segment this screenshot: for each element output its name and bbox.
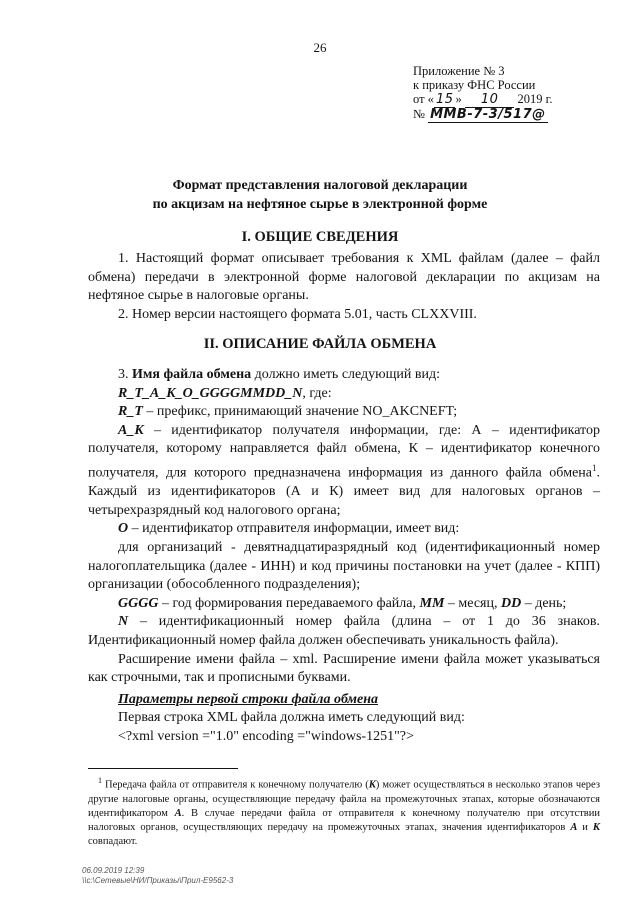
date-month: 10 xyxy=(465,92,515,108)
title-line-1: Формат представления налоговой декларации xyxy=(172,178,468,193)
dd-term: DD xyxy=(500,595,522,611)
number-value: ММВ-7-3/517@ xyxy=(430,107,546,122)
rt-term: R_T xyxy=(118,404,143,420)
params-heading-text: Параметры первой строки файла обмена xyxy=(118,691,378,707)
appendix-line-2: к приказу ФНС России xyxy=(413,78,536,92)
o-text: – идентификатор отправителя информации, имеет вид: xyxy=(128,521,460,537)
appendix-date xyxy=(413,92,553,107)
date-definition xyxy=(88,595,600,614)
o-definition xyxy=(88,520,600,539)
footnote-ref: 1 xyxy=(592,462,597,473)
pattern-suffix: , где: xyxy=(302,385,332,401)
footnote-k-1: К xyxy=(368,779,376,791)
org-definition: для организаций - девятнадцатиразрядный код (идентификационный номер налогоплательщика (далее - ИНН) и код причины постановки на учет (далее - КПП) организации (обособленного подразделения); xyxy=(88,540,600,593)
o-term: O xyxy=(118,521,129,537)
n-definition xyxy=(88,613,600,650)
first-line-paragraph: Первая строка XML файла должна иметь следующий вид: xyxy=(118,710,465,726)
ak-definition xyxy=(88,422,600,521)
p3-number: 3. xyxy=(118,367,132,382)
appendix-line-1: Приложение № 3 xyxy=(413,64,505,78)
paragraph-3 xyxy=(88,366,600,385)
stamp-line-1: 06.09.2019 12:39 xyxy=(82,866,145,875)
params-heading xyxy=(88,691,600,710)
date-year: 2019 г. xyxy=(517,92,553,106)
appendix-number xyxy=(413,107,553,122)
section-2-heading: II. ОПИСАНИЕ ФАЙЛА ОБМЕНА xyxy=(203,336,437,352)
mm-term: MM xyxy=(419,595,445,611)
date-mid: » xyxy=(455,92,465,106)
footnote-part-2: ) может осуществляться в несколько этапов через другие налоговые органы, осуществляющие передачу файла на промежуточных этапах, которые обозначаются идентификатором xyxy=(88,779,600,819)
paragraph-1: 1. Настоящий формат описывает требования к XML файлам (далее – файл обмена) передачи в электронной форме налоговой декларации по акцизам на нефтяное сырье в налоговые органы. xyxy=(88,251,600,304)
gggg-term: GGGG xyxy=(118,595,159,611)
section-2-body xyxy=(88,366,600,747)
xml-declaration: <?xml version ="1.0" encoding ="windows-1251"?> xyxy=(118,728,414,744)
section-1-body xyxy=(88,250,600,324)
number-prefix: № xyxy=(413,107,425,121)
footnote-part-4: и xyxy=(577,821,593,833)
p3-bold-term: Имя файла обмена xyxy=(132,367,252,382)
footnote-text xyxy=(88,774,600,849)
footnote-part-5: совпадают. xyxy=(88,835,138,847)
paragraph-2: 2. Номер версии настоящего формата 5.01, часть CLXXVIII. xyxy=(118,306,477,322)
title-line-2: по акцизам на нефтяное сырье в электронной форме xyxy=(152,197,488,212)
footnote-k-2: К xyxy=(592,821,600,833)
print-stamp xyxy=(82,866,233,886)
footnote-part-3: . В случае передачи файла от отправителя к конечному получателю при отсутствии налоговых органов, осуществляющих передачу на промежуточных этапах, значения идентификаторов xyxy=(88,807,600,833)
ak-text: – идентификатор получателя информации, где: А – идентификатор получателя, которому направляется файл обмена, К – идентификатор конечного получателя, для которого предназначена информация из данного файла обмена xyxy=(88,422,600,481)
extension-paragraph: Расширение имени файла – xml. Расширение имени файла может указываться как строчными, так и прописными буквами. xyxy=(88,651,600,686)
date-day: 15 xyxy=(435,92,454,107)
section-1-heading: I. ОБЩИЕ СВЕДЕНИЯ xyxy=(241,229,399,245)
p3-rest: должно иметь следующий вид: xyxy=(251,367,441,382)
ak-text-2: . Каждый из идентификаторов (А и К) имеет вид для налоговых органов – четырехразрядный код налогового органа; xyxy=(88,465,600,518)
mm-text: – месяц, xyxy=(444,595,501,611)
rt-definition xyxy=(88,403,600,422)
footnote-part-1: Передача файла от отправителя к конечному получателю ( xyxy=(102,779,369,791)
ak-term: A_K xyxy=(118,422,144,438)
page-number: 26 xyxy=(313,40,327,55)
footnote xyxy=(88,774,600,849)
appendix-block xyxy=(413,64,553,122)
footnote-a-1: А xyxy=(174,807,182,819)
n-text: – идентификационный номер файла (длина – от 1 до 36 знаков. Идентификационный номер файла должен обеспечивать уникальность файла). xyxy=(88,614,600,648)
document-title xyxy=(0,176,640,214)
footnote-a-2: А xyxy=(570,821,578,833)
dd-text: – день; xyxy=(521,595,567,611)
pattern-term: R_T_A_K_O_GGGGMMDD_N xyxy=(118,385,303,401)
rt-text: – префикс, принимающий значение NO_AKCNEFT; xyxy=(142,404,458,420)
footnote-separator xyxy=(88,768,238,769)
gggg-text: – год формирования передаваемого файла, xyxy=(158,595,420,611)
footnote-marker: 1 xyxy=(98,776,102,785)
date-prefix: от « xyxy=(413,92,434,106)
filename-pattern xyxy=(88,385,600,404)
n-term: N xyxy=(118,614,129,630)
stamp-line-2: \\c:\Сетевые\НИ/Приказы\Прил-Е9562-3 xyxy=(82,876,234,885)
